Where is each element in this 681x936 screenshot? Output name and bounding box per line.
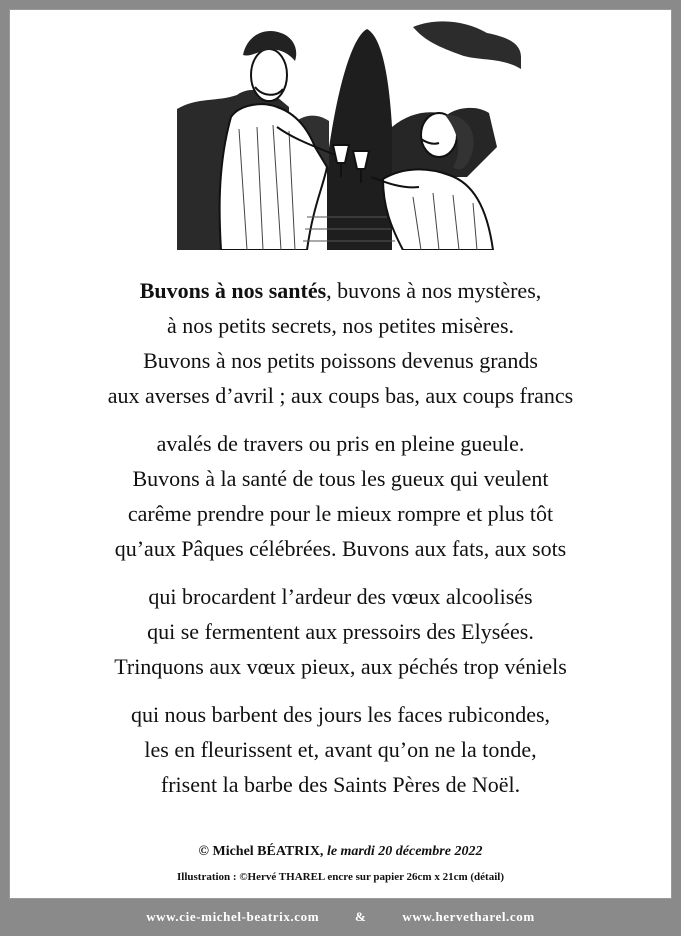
- copyright-line: [10, 842, 671, 862]
- poem-line: Buvons à la santé de tous les gueux qui veulent: [132, 466, 549, 491]
- poem-line: Trinquons aux vœux pieux, aux péchés trop véniels: [114, 654, 567, 679]
- copyright-author: © Michel BÉATRIX,: [198, 844, 324, 859]
- poem-line: qu’aux Pâques célébrées. Buvons aux fats, aux sots: [114, 536, 567, 561]
- poem-line: aux averses d’avril ; aux coups bas, aux coups francs: [107, 383, 574, 408]
- poem-line: qui se fermentent aux pressoirs des Elysées.: [147, 619, 534, 644]
- poem-line: frisent la barbe des Saints Pères de Noël.: [160, 772, 521, 797]
- ink-illustration: [177, 17, 521, 250]
- poem-line: à nos petits secrets, nos petites misères.: [166, 313, 515, 338]
- footer-link-michel-beatrix[interactable]: www.cie-michel-beatrix.com: [146, 909, 320, 924]
- poem-line: carême prendre pour le mieux rompre et plus tôt: [127, 501, 554, 526]
- footer-link-herve-tharel[interactable]: www.hervetharel.com: [402, 909, 535, 924]
- stanza-3: [10, 579, 671, 684]
- footer-separator: &: [355, 909, 367, 924]
- poem-line-rest: , buvons à nos mystères,: [326, 278, 542, 303]
- poem-line-bold: Buvons à nos santés: [139, 278, 327, 303]
- poem-text: [10, 273, 671, 815]
- poem-line: les en fleurissent et, avant qu’on ne la tonde,: [144, 737, 537, 762]
- stanza-2: [10, 426, 671, 566]
- poem-line: Buvons à nos petits poissons devenus grands: [143, 348, 538, 373]
- stanza-1: [10, 273, 671, 413]
- illustration-drawing: [177, 17, 521, 250]
- footer-links: [0, 905, 681, 929]
- poem-line: qui nous barbent des jours les faces rubicondes,: [130, 702, 551, 727]
- poem-card: [10, 10, 671, 898]
- poem-line: avalés de travers ou pris en pleine gueule.: [156, 431, 525, 456]
- copyright-date: le mardi 20 décembre 2022: [326, 844, 483, 859]
- poem-line: [10, 273, 671, 308]
- illustration-credit: Illustration : ©Hervé THAREL encre sur papier 26cm x 21cm (détail): [177, 871, 504, 883]
- poem-line: qui brocardent l’ardeur des vœux alcoolisés: [148, 584, 533, 609]
- stanza-4: [10, 697, 671, 802]
